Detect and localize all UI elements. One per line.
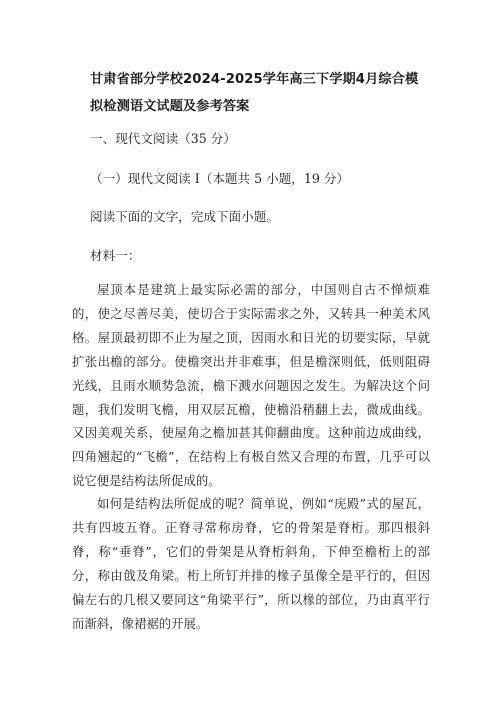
document-title: 甘肃省部分学校2024-2025学年高三下学期4月综合模拟检测语文试题及参考答案 (90, 72, 419, 114)
instruction-text: 阅读下面的文字，完成下面小题。 (90, 209, 279, 224)
subsection-heading: （一）现代文阅读 I（本题共 5 小题，19 分） (90, 171, 350, 186)
paragraph-1: 屋顶本是建筑上最实际必需的部分，中国则自古不惮烦难的，使之尽善尽美，使切合于实际需求之外，又转具一种美术风格。屋顶最初即不止为屋之顶，因雨水和日光的切要实际，早就扩张出檐的部分。使檐突出并非难事，但是檐深则低，低则阻碍光线，且雨水顺势急流，檐下溅水问题因之发生。为解决这个问题，我们发明飞檐，用双层瓦檐，使檐沿稍翻上去，微成曲线。又因美观关系，使屋角之檐加甚其仰翻曲度。这种前边成曲线，四角翘起的“飞檐”，在结构上有极自然又合理的布置，几乎可以说它便是结构法所促成的。 (72, 282, 430, 489)
material-label: 材料一： (90, 248, 141, 263)
section-heading: 一、现代文阅读（35 分） (90, 131, 236, 146)
paragraph-2: 如何是结构法所促成的呢？简单说，例如“庑殿”式的屋瓦，共有四坡五脊。正脊寻常称房脊，它的骨架是脊桁。那四根斜脊，称“垂脊”，它们的骨架是从脊桁斜角，下伸至檐桁上的部分，称由戗及角梁。桁上所钉并排的椽子虽像全是平行的，但因偏左右的几根又要同这“角梁平行”，所以椽的部位，乃由真平行而渐斜，像裙裾的开展。 (72, 496, 430, 631)
